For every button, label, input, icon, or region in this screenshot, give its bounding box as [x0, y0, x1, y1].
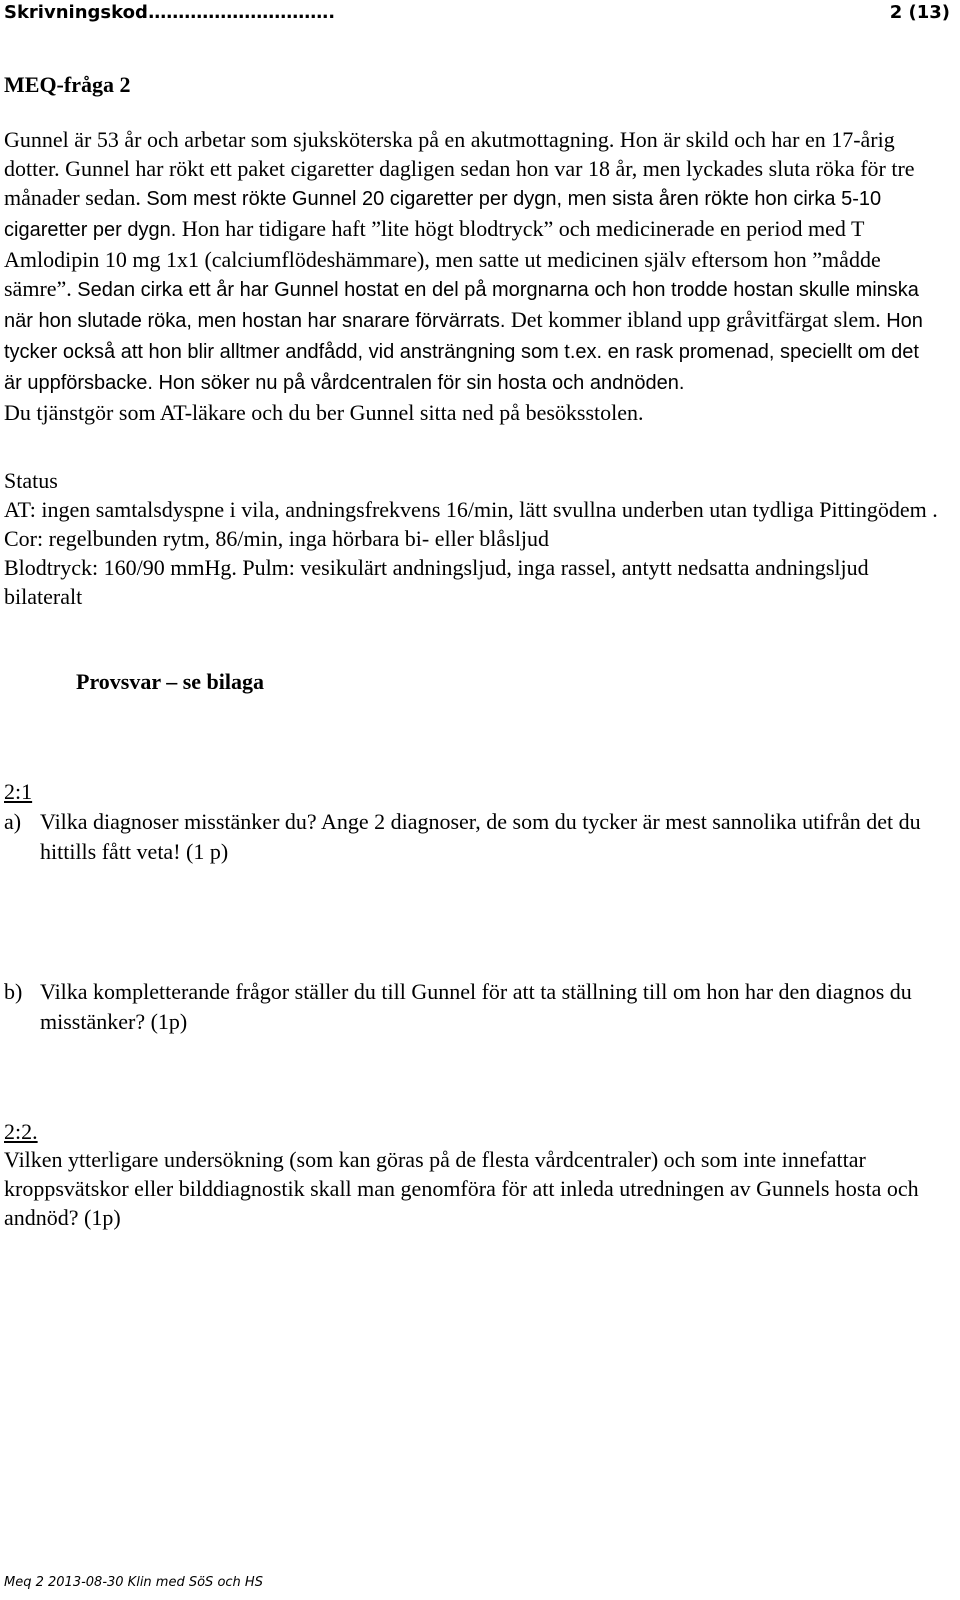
question-2-2-text: Vilken ytterligare undersökning (som kan göras på de flesta vårdcentraler) och som inte innefattar kroppsvätskor eller bilddiagnostik skall man genomföra för att inleda utredningen av Gunnels hosta och andnöd? (1p): [4, 1147, 919, 1230]
status-line: Pulm: vesikulärt andningsljud, inga rassel, antytt nedsatta andningsljud bilateralt: [4, 555, 869, 609]
question-2-2-label: 2:2.: [4, 1119, 38, 1144]
case-sentence: Sedan cirka ett år har Gunnel hostat en del på morgnarna och hon trodde hostan skulle minska när hon slutade röka, men hostan har snarare förvärrats.: [4, 279, 919, 332]
case-sentence: Det kommer ibland upp gråvitfärgat slem.: [510, 307, 881, 332]
case-description: [4, 125, 934, 427]
case-sentence: Gunnel är 53 år och arbetar som sjuksköterska på en akutmottagning. Hon är skild och har en 17-årig dotter. Gunnel har rökt ett paket cigaretter dagligen sedan hon var 18 år, men lyckades sluta röka för tre månader sedan.: [4, 127, 915, 210]
item-marker: a): [4, 809, 22, 834]
status-line: Blodtryck: 160/90 mmHg.: [4, 555, 237, 580]
question-text: Vilka kompletterande frågor ställer du till Gunnel för att ta ställning till om hon har den diagnos du misstänker? (1p): [40, 979, 912, 1034]
question-2-1a: [4, 807, 939, 867]
page-footer: Meq 2 2013-08-30 Klin med SöS och HS: [4, 1575, 263, 1590]
case-sentence: Hon har tidigare haft ”lite högt blodtryck” och medicinerade en period med T Amlodipin 10 mg 1x1 (calciumflödeshämmare), men satte ut medicinen själv eftersom hon ”mådde sämre”.: [4, 216, 881, 301]
lab-results-note: Provsvar – se bilaga: [76, 669, 265, 694]
question-2-1-label: 2:1: [4, 779, 33, 804]
status-heading: Status: [4, 468, 58, 493]
question-text: Vilka diagnoser misstänker du? Ange 2 diagnoser, de som du tycker är mest sannolika utifrån det du hittills fått veta! (1 p): [40, 809, 921, 864]
case-sentence: Hon söker nu på vårdcentralen för sin hosta och andnöden.: [158, 372, 685, 394]
case-sentence: Som mest rökte Gunnel 20 cigaretter per dygn, men sista åren rökte hon cirka 5-10 cigaretter per dygn.: [4, 188, 882, 241]
page-number: 2 (13): [889, 2, 950, 23]
status-line: AT: ingen samtalsdyspne i vila, andningsfrekvens 16/min, lätt svullna underben utan tydliga Pittingödem . Cor: regelbunden rytm, 86/min, inga hörbara bi- eller blåsljud: [4, 497, 938, 551]
case-sentence: Du tjänstgör som AT-läkare och du ber Gunnel sitta ned på besöksstolen.: [4, 400, 644, 425]
status-findings: [4, 495, 939, 611]
question-2-1b: [4, 977, 939, 1037]
page-header: [4, 0, 950, 32]
question-title: MEQ-fråga 2: [4, 72, 131, 97]
case-sentence: Hon tycker också att hon blir alltmer andfådd, vid ansträngning som t.ex. en rask promenad, speciellt om det är uppförsbacke.: [4, 310, 923, 394]
exam-code-blank: :………………………….: [141, 2, 336, 23]
item-marker: b): [4, 979, 23, 1004]
exam-code-label: Skrivningskod: [4, 2, 148, 23]
